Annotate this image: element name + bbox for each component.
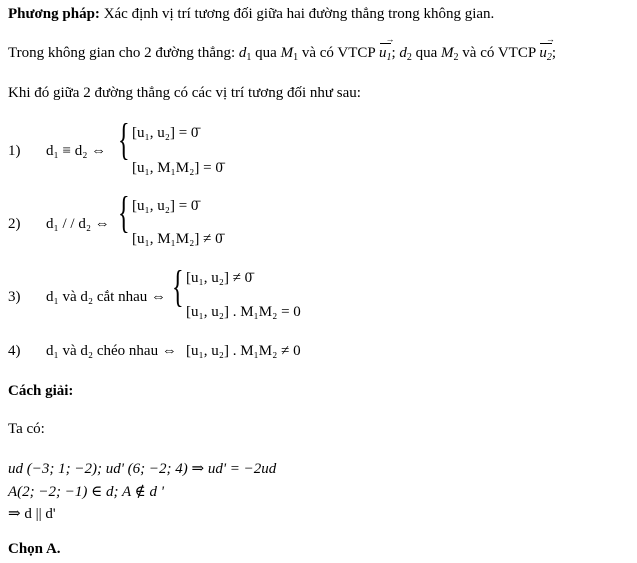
case1-brace: {	[118, 115, 130, 164]
case1-row2: [u₁, M₁M₂] = 0̄	[132, 160, 223, 176]
case2-brace: {	[118, 188, 130, 237]
solution-label: Cách giải:	[8, 383, 74, 399]
u1-letter: u	[378, 45, 387, 61]
case4-lhs: d₁ và d₂ chéo nhau ⇔	[46, 343, 177, 359]
equation-1: ud (−3; 1; −2); ud' (6; −2; 4) ⇒ ud' = −2ud	[8, 461, 277, 477]
case1-row1: [u₁, u₂] = 0̄	[132, 125, 199, 141]
has-vtcp-1: và có VTCP	[301, 45, 376, 61]
equation-3: ⇒ d || d'	[8, 506, 56, 522]
M2-symbol: M	[441, 45, 454, 61]
d2-symbol: d	[399, 45, 407, 61]
case3-brace: {	[172, 262, 184, 311]
case4-number: 4)	[8, 343, 21, 359]
method-label: Phương pháp:	[8, 6, 100, 22]
d1-symbol: d	[238, 45, 247, 61]
u1-vector: $u_1$ →	[379, 45, 392, 63]
case1-lhs: d₁ ≡ d₂ ⇔	[46, 143, 107, 159]
case2-row1: [u₁, u₂] = 0̄	[132, 198, 199, 214]
given-line: Trong không gian cho 2 đường thẳng: $d_1$ qua $M_1$ và có VTCP $u_1$ →; $d_2$ qua $M_2$ và có VTCP $u_2$ →;	[8, 45, 556, 63]
case4-row1: [u₁, u₂] . M₁M₂ ≠ 0	[186, 343, 301, 359]
via-label-1: qua	[255, 45, 277, 61]
case3-lhs: d₁ và d₂ cắt nhau ⇔	[46, 289, 167, 305]
equation-2: A(2; −2; −1) ∈ d; A ∉ d '	[8, 484, 164, 500]
ta-co-line: Ta có:	[8, 421, 45, 437]
answer: Chọn A.	[8, 541, 61, 557]
M1-symbol: M	[280, 45, 294, 61]
method-line	[8, 6, 494, 23]
separator: ;	[391, 45, 396, 61]
intro-line: Khi đó giữa 2 đường thẳng có các vị trí tương đối như sau:	[8, 85, 361, 101]
case2-number: 2)	[8, 216, 21, 232]
case2-row2: [u₁, M₁M₂] ≠ 0̄	[132, 231, 223, 247]
end-punct: ;	[551, 45, 557, 61]
case3-number: 3)	[8, 289, 21, 305]
u2-letter: u	[539, 45, 547, 61]
via-label-2: qua	[415, 45, 438, 61]
u2-vector: $u_2$ →	[539, 45, 552, 63]
case3-row2: [u₁, u₂] . M₁M₂ = 0	[186, 304, 301, 320]
case2-lhs: d₁ / / d₂ ⇔	[46, 216, 110, 232]
has-vtcp-2: và có VTCP	[462, 45, 536, 61]
given-intro: Trong không gian cho 2 đường thẳng:	[8, 45, 239, 61]
case3-row1: [u₁, u₂] ≠ 0̄	[186, 270, 253, 286]
method-text: Xác định vị trí tương đối giữa hai đường thẳng trong không gian.	[99, 6, 495, 22]
case1-number: 1)	[8, 143, 21, 159]
